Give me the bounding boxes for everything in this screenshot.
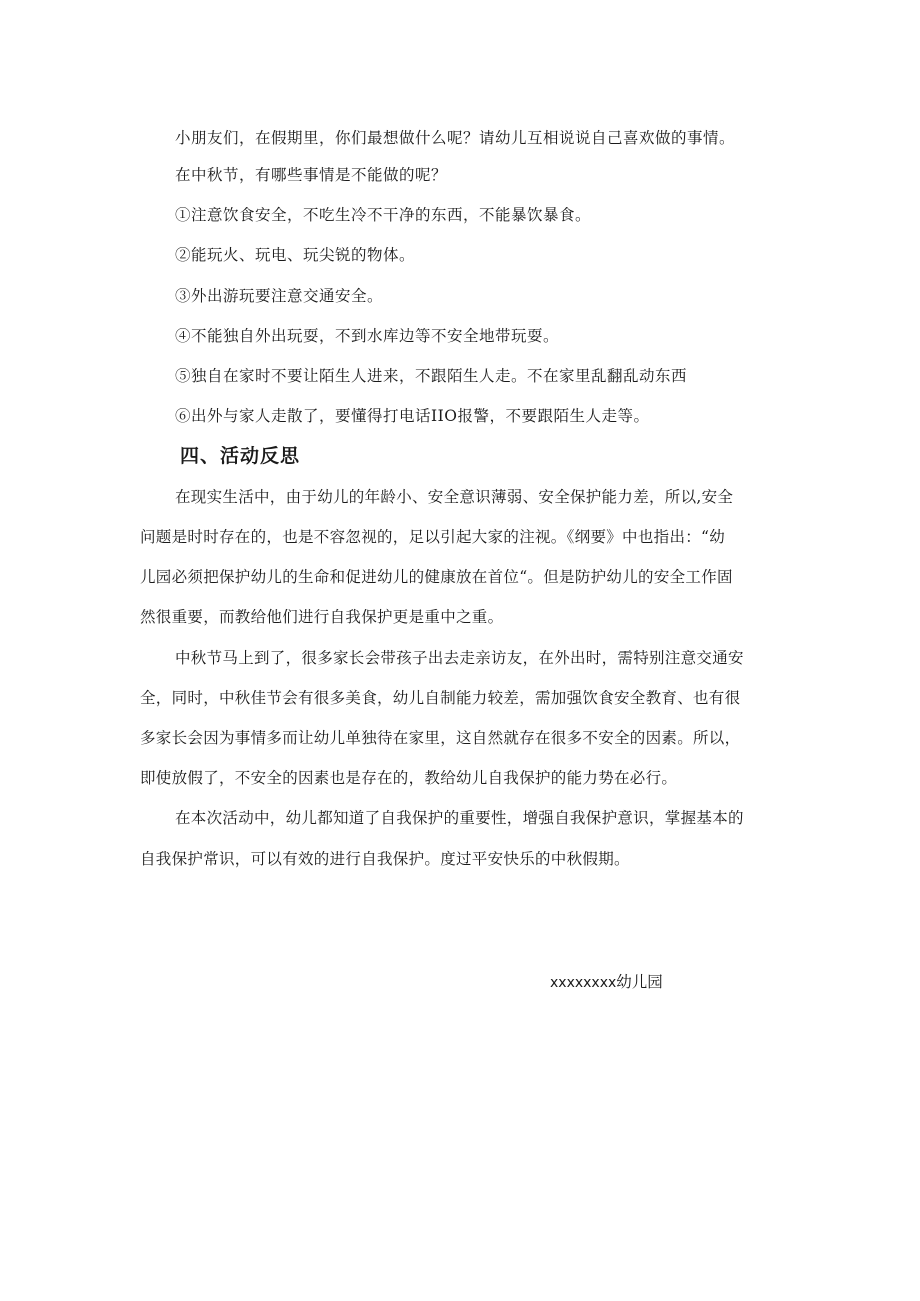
paragraph-1-line-2: 问题是时时存在的，也是不容忽视的，足以引起大家的注视。《纲要》中也指出：“幼 [140,528,726,546]
paragraph-1-line-1: 在现实生活中，由于幼儿的年龄小、安全意识薄弱、安全保护能力差，所以,安全 [175,488,734,506]
rule-item-2: ②能玩火、玩电、玩尖锐的物体。 [175,246,416,264]
intro-question-2: 在中秋节，有哪些事情是不能做的呢？ [175,166,448,184]
intro-question-1: 小朋友们，在假期里，你们最想做什么呢？请幼儿互相说说自己喜欢做的事情。 [175,129,736,147]
rule-item-3: ③外出游玩要注意交通安全。 [175,287,384,305]
paragraph-1-line-3: 儿园必须把保护幼儿的生命和促进幼儿的健康放在首位“。但是防护幼儿的安全工作固 [140,568,733,586]
paragraph-3-line-1: 在本次活动中，幼儿都知道了自我保护的重要性，增强自我保护意识，掌握基本的 [175,809,744,827]
rule-item-1: ①注意饮食安全，不吃生冷不干净的东西，不能暴饮暴食。 [175,206,592,224]
paragraph-1-line-4: 然很重要，而教给他们进行自我保护更是重中之重。 [140,608,504,626]
rule-item-5: ⑤独自在家时不要让陌生人进来，不跟陌生人走。不在家里乱翻乱动东西 [175,367,688,385]
signature-org: 幼儿园 [616,973,663,991]
paragraph-2-line-2: 全，同时，中秋佳节会有很多美食，幼儿自制能力较差，需加强饮食安全教育、也有很 [140,689,741,707]
rule-item-6: ⑥出外与家人走散了，要懂得打电话IIO报警，不要跟陌生人走等。 [175,407,650,425]
paragraph-2-line-4: 即使放假了，不安全的因素也是存在的，教给幼儿自我保护的能力势在必行。 [140,769,678,787]
section-heading: 四、活动反思 [180,445,301,467]
paragraph-2-line-3: 多家长会因为事情多而让幼儿单独待在家里，这自然就存在很多不安全的因素。所以， [140,729,741,747]
signature-name: xxxxxxxx [550,975,617,991]
paragraph-3-line-2: 自我保护常识，可以有效的进行自我保护。度过平安快乐的中秋假期。 [140,850,630,868]
paragraph-2-line-1: 中秋节马上到了，很多家长会带孩子出去走亲访友，在外出时，需特别注意交通安 [175,649,744,667]
signature [550,972,663,993]
rule-item-4: ④不能独自外出玩耍，不到水库边等不安全地带玩耍。 [175,327,560,345]
